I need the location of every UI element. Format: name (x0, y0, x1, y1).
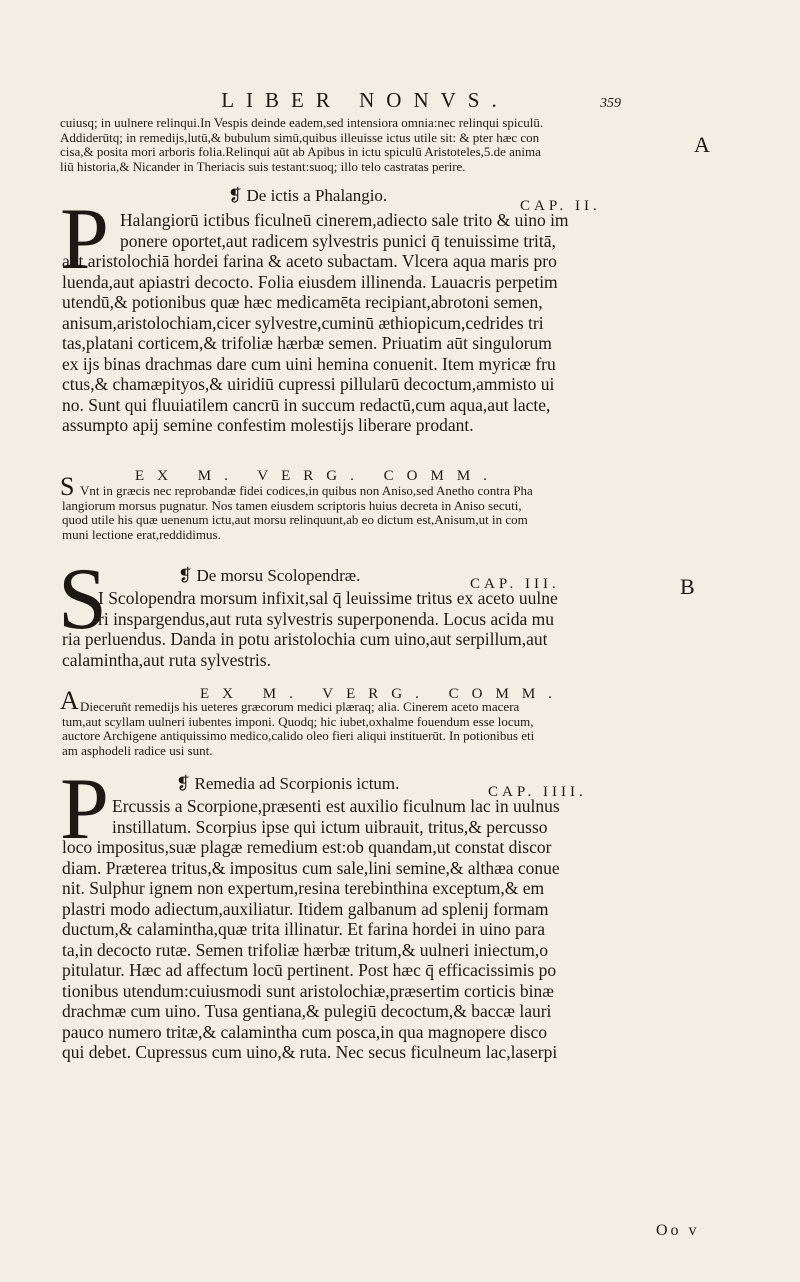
chapter-label: CAP. II. (520, 198, 601, 214)
text-line: am asphodeli radice usi sunt. (62, 743, 213, 758)
text-line: no. Sunt qui fluuiatilem cancrū in succum redactū,cum aqua,aut lacte, (62, 394, 551, 415)
text-line: ponere oportet,aut radicem sylvestris punici q̄ tenuissime tritā, (120, 230, 556, 251)
running-title: LIBER NONVS. (221, 88, 509, 112)
section-title: ❡ De ictis a Phalangio. (228, 186, 388, 205)
comment-heading: EX M. VERG. COMM. (135, 468, 500, 484)
section-body (62, 588, 682, 670)
text-line: langiorum morsus pugnatur. Nos tamen eiusdem scriptoris huius decreta in Aniso secuti, (62, 498, 522, 513)
comment-initial: A (60, 686, 79, 715)
text-line: ri inspargendus,aut ruta sylvestris superponenda. Locus acida mu (98, 608, 555, 629)
folio-number: 359 (600, 96, 621, 111)
text-line: luenda,aut apiastri decocto. Folia eiusdem illinenda. Lauacris perpetim (62, 271, 558, 292)
text-line: tionibus utendum:cuiusmodi sunt aristolochiæ,præsertim corticis binæ (62, 980, 554, 1001)
text-line: ta,in decocto rutæ. Semen trifoliæ hærbæ tritum,& uulneri iniectum,o (62, 939, 549, 960)
text-line: Ercussis a Scorpione,præsenti est auxilio ficulnum lac in uulnus (112, 796, 560, 816)
text-line: loco impositus,suæ plagæ remedium est:ob quandam,ut constat discor (62, 837, 552, 857)
signature-mark: Oo v (656, 1222, 700, 1239)
text-line: cisa,& posita mori arboris folia.Relinqui aūt ab Apibus in ictu spiculū Aristoteles,5.de anima (60, 145, 541, 159)
comment-initial: S (60, 472, 75, 501)
text-line: Dieceruñt remedijs his ueteres græcorum medici plæraq; alia. Cinerem aceto macera (80, 700, 520, 714)
text-line: nit. Sulphur ignem non expertum,resina terebinthina exceptum,& em (62, 878, 545, 898)
text-line: tum,aut scyllam uulneri iubentes imponi. Quodq; hic iubet,oxhalme fouendum esse locum, (62, 714, 534, 729)
intro-paragraph (60, 116, 680, 174)
text-line: utendū,& potionibus quæ hæc medicamēta recipiant,abrotoni semen, (62, 292, 543, 312)
text-line: muni lectione erat,reddidimus. (62, 527, 221, 542)
text-line: calamintha,aut ruta sylvestris. (62, 649, 271, 670)
drop-capital: S (58, 551, 107, 648)
text-line: drachmæ cum uino. Tusa gentiana,& pulegiū decoctum,& baccæ lauri (62, 1001, 552, 1021)
text-line: plastri modo adiectum,auxiliatur. Itidem galbanum ad splenij formam (62, 898, 549, 919)
comment-body (62, 484, 682, 542)
margin-letter-b: B (680, 574, 695, 599)
margin-letter-a: A (694, 132, 710, 157)
text-line: ria perluendus. Danda in potu aristolochia cum uino,aut serpillum,aut (62, 629, 548, 649)
section-title: ❡ Remedia ad Scorpionis ictum. (176, 774, 400, 793)
text-line: tas,platani corticem,& trifoliæ hærbæ semen. Priuatim aūt singulorum (62, 333, 552, 353)
text-line: auctore Archigene antiquissimo medico,calido oleo fieri aliqui instituerūt. In potionibus eti (62, 729, 535, 743)
text-line: quod utile his quæ uenenum ictu,aut morsu relinquunt,ab eo dictum est,Anisum,ut in com (62, 513, 528, 527)
text-line: diam. Præterea tritus,& impositus cum sale,lini semine,& althæa conue (62, 857, 560, 878)
chapter-label: CAP. IIII. (488, 784, 587, 800)
text-line: ductum,& calamintha,quæ trita illinatur. Et farina hordei in uino para (62, 919, 546, 939)
text-line: ex ijs binas drachmas dare cum uini hemina conuenit. Item myricæ fru (62, 353, 556, 374)
text-line: ctus,& chamæpityos,& uiridiū cupressi pillularū decoctum,ammisto ui (62, 374, 555, 394)
text-line: I Scolopendra morsum infixit,sal q̄ leuissime tritus ex aceto uulne (98, 588, 558, 608)
text-line: assumpto apij semine confestim molestijs liberare prodant. (62, 415, 474, 435)
text-line: aut aristolochiā hordei farina & aceto subactam. Vlcera aqua maris pro (62, 251, 557, 271)
drop-capital: P (60, 761, 109, 858)
drop-capital: P (60, 191, 109, 288)
text-line: Addiderūtq; in remedijs,lutū,& bubulum simū,quibus illeuisse ictus utile sit: & pter hæc con (60, 130, 540, 145)
section-body (62, 210, 682, 436)
text-line: liū historia,& Nicander in Theriacis suis testant:suoq; illo telo castratas perire. (60, 159, 466, 174)
section-title: ❡ De morsu Scolopendræ. (178, 566, 361, 585)
text-line: anisum,aristolochiam,cicer sylvestre,cuminū æthiopicum,cedrides tri (62, 312, 544, 333)
comment-body (62, 700, 682, 758)
text-line: pauco numero tritæ,& calamintha cum posca,in qua magnopere disco (62, 1021, 547, 1042)
comment-heading: EX M. VERG. COMM. (200, 686, 565, 702)
chapter-label: CAP. III. (470, 576, 560, 592)
text-line: Halangiorū ictibus ficulneū cinerem,adiecto sale trito & uino im (120, 210, 569, 230)
text-line: Vnt in græcis nec reprobandæ fidei codices,in quibus non Aniso,sed Anetho contra Pha (80, 484, 533, 498)
text-line: cuiusq; in uulnere relinqui.In Vespis deinde eadem,sed intensiora omnia:nec relinqui spiculū. (60, 116, 544, 130)
text-line: instillatum. Scorpius ipse qui ictum uibrauit, tritus,& percusso (112, 816, 548, 837)
text-line: qui debet. Cupressus cum uino,& ruta. Nec secus ficulneum lac,laserpi (62, 1042, 558, 1062)
section-body (62, 796, 682, 1063)
text-line: pitulatur. Hæc ad affectum locū pertinent. Post hæc q̄ efficacissimis po (62, 960, 557, 980)
